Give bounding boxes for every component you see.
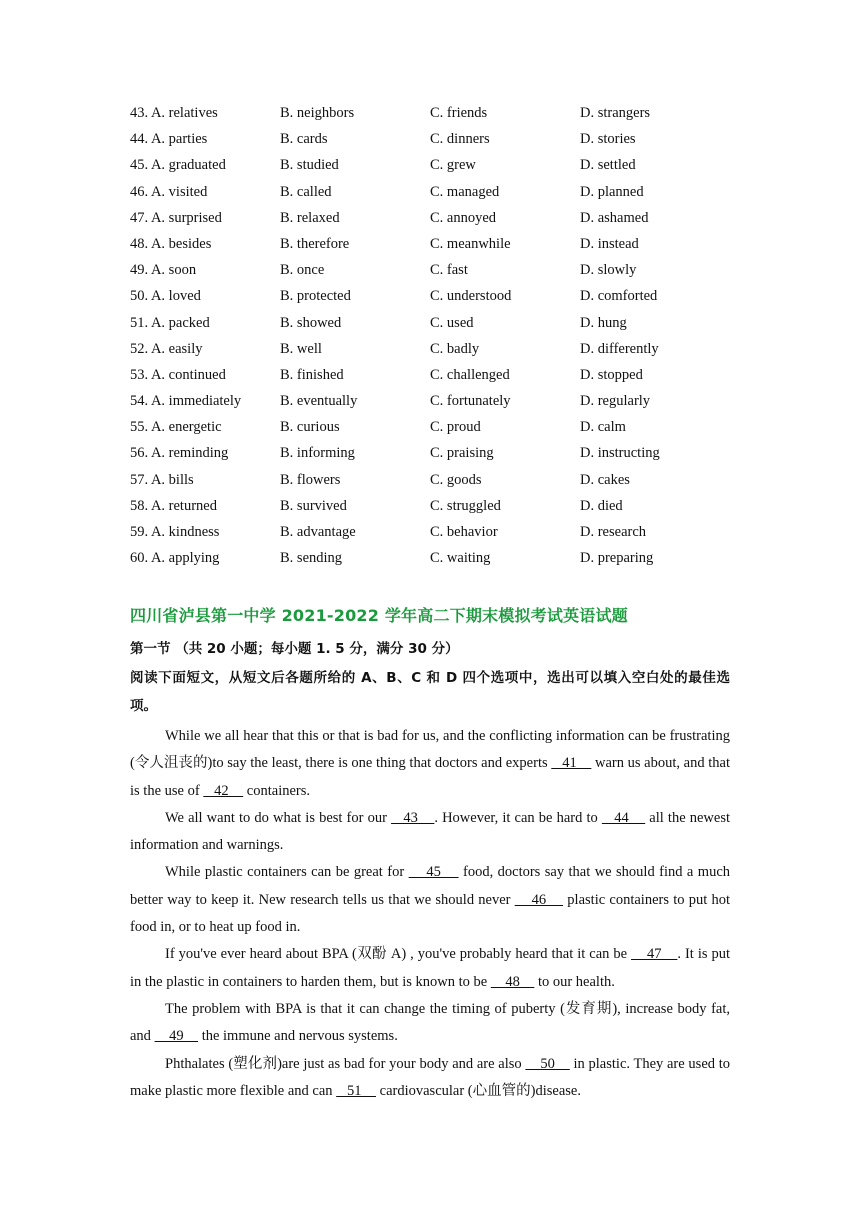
- passage-text: . It is put in the plastic in containers to harden them, but is known to be: [130, 946, 730, 990]
- option-row: [130, 519, 750, 545]
- option-b: B. eventually: [280, 393, 358, 410]
- section-heading: 第一节 （共 20 小题；每小题 1. 5 分，满分 30 分）: [130, 641, 459, 657]
- passage-text: warn us about, and that is the use of: [130, 755, 730, 799]
- option-row: [130, 283, 750, 309]
- option-d: D. differently: [580, 340, 659, 357]
- option-b: B. cards: [280, 131, 328, 148]
- option-a: 48. A. besides: [130, 235, 212, 252]
- option-c: C. fortunately: [430, 393, 511, 410]
- option-a: 43. A. relatives: [130, 105, 218, 121]
- option-b: B. protected: [280, 288, 351, 305]
- option-row: [130, 310, 750, 336]
- option-a: 51. A. packed: [130, 314, 210, 331]
- option-row: [130, 388, 750, 414]
- passage-paragraph-6: [130, 1051, 730, 1106]
- option-d: D. instructing: [580, 445, 660, 462]
- option-a: 59. A. kindness: [130, 524, 220, 540]
- blank-50: 50: [525, 1055, 570, 1072]
- option-b: B. relaxed: [280, 209, 340, 226]
- option-d: D. ashamed: [580, 209, 649, 226]
- passage-text: Phthalates (塑化剂)are just as bad for your body and are also: [165, 1055, 526, 1072]
- option-c: C. badly: [430, 340, 480, 357]
- blank-44: 44: [601, 809, 646, 826]
- option-c: C. goods: [430, 471, 482, 488]
- option-b: B. curious: [280, 419, 340, 436]
- option-a: 50. A. loved: [130, 288, 201, 305]
- exam-title: 四川省泸县第一中学 2021-2022 学年高二下期末模拟考试英语试题: [130, 606, 628, 625]
- blank-47: 47: [631, 946, 678, 963]
- instructions: 阅读下面短文，从短文后各题所给的 A、B、C 和 D 四个选项中，选出可以填入空白处的最佳选项。: [130, 670, 730, 714]
- option-row: [130, 440, 750, 466]
- option-b: B. informing: [280, 445, 355, 462]
- blank-51: 51: [336, 1082, 377, 1099]
- option-d: D. planned: [580, 183, 644, 200]
- option-b: B. well: [280, 340, 322, 357]
- option-c: C. challenged: [430, 366, 510, 383]
- blank-41: 41: [551, 755, 592, 772]
- option-d: D. hung: [580, 314, 627, 331]
- option-a: 45. A. graduated: [130, 157, 226, 174]
- passage-text: While we all hear that this or that is bad for us, and the conflicting information can be frustrating (令人沮丧的)to say the least, there is one thing that doctors and experts: [130, 728, 730, 772]
- option-c: C. annoyed: [430, 209, 497, 226]
- option-d: D. research: [580, 524, 647, 540]
- passage-text: plastic containers to put hot food in, or to heat up food in.: [130, 891, 730, 936]
- option-c: C. friends: [430, 105, 488, 121]
- passage-text: all the newest information and warnings.: [130, 809, 731, 854]
- option-a: 55. A. energetic: [130, 419, 222, 436]
- option-a: 56. A. reminding: [130, 445, 229, 462]
- option-c: C. grew: [430, 157, 476, 174]
- passage-paragraph-5: [130, 996, 730, 1051]
- option-c: C. behavior: [430, 524, 498, 540]
- option-d: D. strangers: [580, 105, 651, 121]
- option-d: D. died: [580, 497, 623, 514]
- option-row: [130, 100, 750, 126]
- option-b: B. survived: [280, 497, 347, 514]
- option-c: C. fast: [430, 262, 468, 279]
- option-c: C. praising: [430, 445, 494, 462]
- option-b: B. advantage: [280, 524, 356, 540]
- option-d: D. slowly: [580, 262, 637, 279]
- option-c: C. understood: [430, 288, 512, 305]
- option-c: C. managed: [430, 183, 500, 200]
- option-d: D. stories: [580, 131, 636, 148]
- option-b: B. called: [280, 183, 332, 200]
- passage-text: food, doctors say that we should find a much better way to keep it. New research tells us that we should never: [130, 864, 731, 908]
- option-a: 46. A. visited: [130, 183, 208, 200]
- option-row: [130, 126, 750, 152]
- option-row: [130, 257, 750, 283]
- option-a: 58. A. returned: [130, 497, 217, 514]
- option-row: [130, 152, 750, 178]
- option-b: B. sending: [280, 550, 343, 567]
- option-a: 54. A. immediately: [130, 393, 242, 410]
- option-b: B. flowers: [280, 471, 341, 488]
- passage-text: cardiovascular (心血管的)disease.: [376, 1082, 581, 1099]
- option-d: D. calm: [580, 419, 626, 436]
- option-b: B. studied: [280, 157, 339, 174]
- blank-49: 49: [154, 1028, 199, 1045]
- option-d: D. regularly: [580, 393, 651, 410]
- option-b: B. finished: [280, 366, 344, 383]
- option-row: [130, 414, 750, 440]
- answer-options-table: [130, 100, 750, 571]
- option-d: D. comforted: [580, 288, 658, 305]
- blank-43: 43: [391, 809, 435, 826]
- option-c: C. waiting: [430, 550, 491, 567]
- option-a: 44. A. parties: [130, 131, 208, 148]
- option-row: [130, 545, 750, 571]
- option-c: C. struggled: [430, 497, 501, 514]
- option-c: C. meanwhile: [430, 235, 511, 252]
- passage-paragraph-4: [130, 941, 730, 996]
- passage-paragraph-3: [130, 859, 730, 941]
- option-b: B. therefore: [280, 235, 350, 252]
- option-c: C. used: [430, 314, 474, 331]
- passage-text: If you've ever heard about BPA (双酚 A) , you've probably heard that it can be: [165, 946, 632, 963]
- reading-passage: [130, 723, 730, 1105]
- option-b: B. neighbors: [280, 105, 355, 121]
- option-d: D. cakes: [580, 471, 630, 488]
- option-c: C. dinners: [430, 131, 490, 148]
- blank-48: 48: [490, 973, 535, 990]
- option-c: C. proud: [430, 419, 481, 436]
- option-a: 53. A. continued: [130, 366, 226, 383]
- option-a: 52. A. easily: [130, 340, 203, 357]
- option-d: D. settled: [580, 157, 636, 174]
- blank-46: 46: [514, 891, 564, 908]
- option-row: [130, 362, 750, 388]
- option-b: B. showed: [280, 314, 342, 331]
- option-d: D. stopped: [580, 366, 643, 383]
- option-row: [130, 493, 750, 519]
- option-row: [130, 231, 750, 257]
- option-d: D. instead: [580, 235, 639, 252]
- passage-text: The problem with BPA is that it can change the timing of puberty (发育期), increase body fat, and: [130, 1000, 730, 1045]
- option-a: 57. A. bills: [130, 471, 194, 488]
- option-row: [130, 179, 750, 205]
- option-row: [130, 467, 750, 493]
- option-a: 60. A. applying: [130, 550, 220, 567]
- passage-text: containers.: [243, 782, 311, 799]
- passage-text: to our health.: [534, 973, 615, 990]
- option-row: [130, 336, 750, 362]
- option-a: 49. A. soon: [130, 262, 197, 279]
- passage-paragraph-1: [130, 723, 730, 805]
- option-a: 47. A. surprised: [130, 209, 222, 226]
- option-b: B. once: [280, 262, 325, 279]
- passage-paragraph-2: [130, 805, 730, 860]
- blank-42: 42: [203, 782, 244, 799]
- passage-text: in plastic. They are used to make plastic more flexible and can: [130, 1055, 731, 1099]
- passage-text: the immune and nervous systems.: [198, 1028, 398, 1045]
- blank-45: 45: [408, 864, 459, 881]
- passage-text: While plastic containers can be great for: [165, 864, 409, 881]
- passage-text: . However, it can be hard to: [434, 809, 602, 826]
- option-d: D. preparing: [580, 550, 654, 567]
- passage-text: We all want to do what is best for our: [165, 809, 392, 826]
- option-row: [130, 205, 750, 231]
